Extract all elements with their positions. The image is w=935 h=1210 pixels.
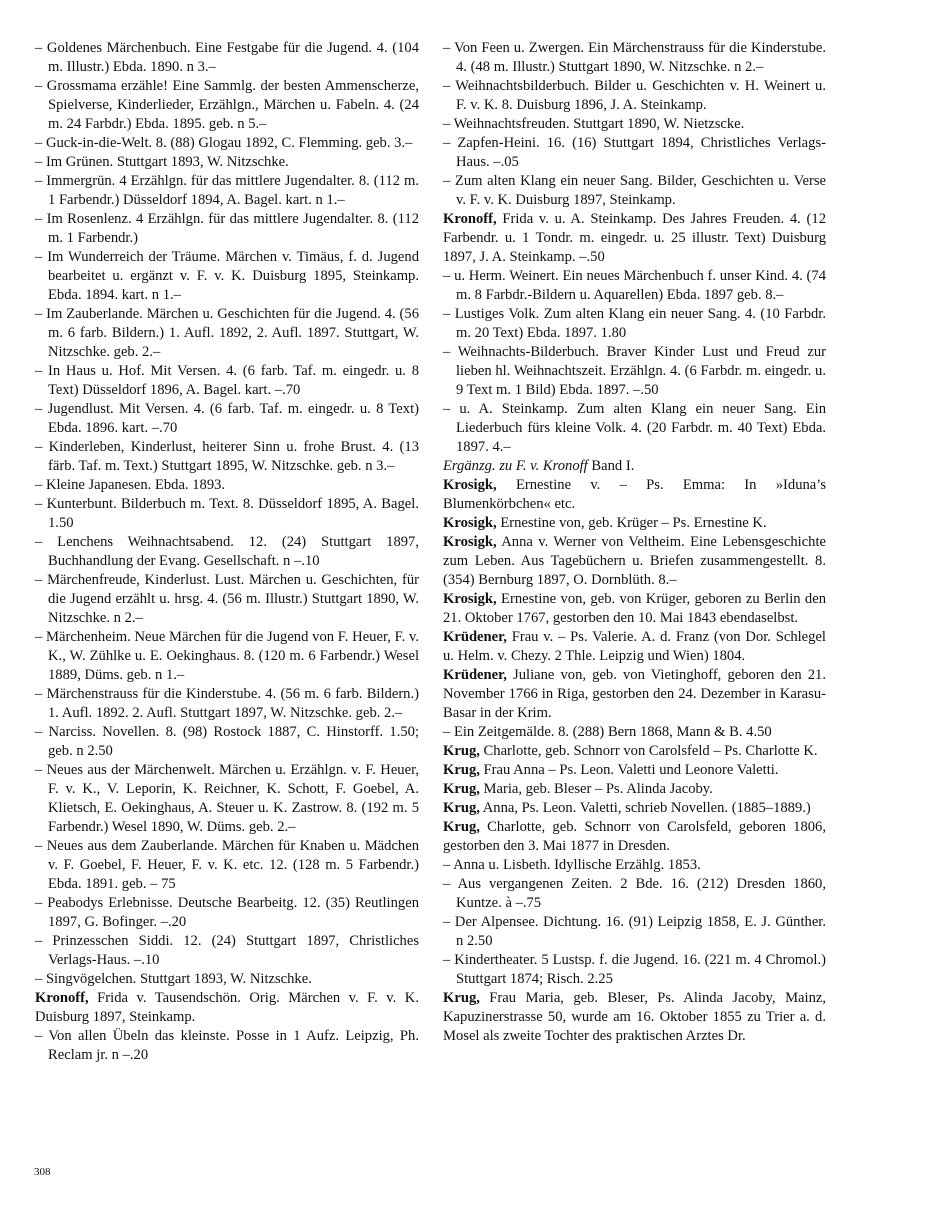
bibliography-entry (35, 723, 419, 761)
bibliography-entry (35, 932, 419, 970)
entry-text: – Grossmama erzähle! Eine Sammlg. der besten Ammenscherze, Spielverse, Kinderlieder, Erzählgn., Märchen u. Fabeln. 4. (24 m. 24 Farbdr.) Ebda. 1895. geb. n 5.– (35, 78, 419, 132)
author-name: Krosigk, (443, 534, 497, 550)
bibliography-entry (35, 533, 419, 571)
author-name: Krosigk, (443, 477, 497, 493)
author-entry (443, 818, 826, 856)
author-entry (443, 210, 826, 267)
bibliography-entry (35, 210, 419, 248)
entry-text: – Weihnachts-Bilderbuch. Braver Kinder Lust und Freud zur lieben hl. Weihnachtszeit. Erzählgn. 4. (6 Farbdr. m. eingedr. u. 9 Text m. 1 Bild) Ebda. 1897. –.50 (443, 344, 826, 398)
author-name: Krug, (443, 819, 480, 835)
bibliography-entry (35, 894, 419, 932)
entry-text: – Kleine Japanesen. Ebda. 1893. (35, 477, 226, 493)
entry-text: Ernestine v. – Ps. Emma: In »Iduna’s Blumenkörbchen« etc. (443, 477, 826, 512)
author-name: Krüdener, (443, 629, 507, 645)
author-entry (443, 666, 826, 723)
entry-text: – Jugendlust. Mit Versen. 4. (6 farb. Taf. m. eingedr. u. 8 Text) Ebda. 1896. kart. –.70 (35, 401, 419, 436)
entry-text: – Der Alpensee. Dichtung. 16. (91) Leipzig 1858, E. J. Günther. n 2.50 (443, 914, 826, 949)
author-name: Kronoff, (443, 211, 497, 227)
bibliography-entry (443, 856, 826, 875)
bibliography-entry (443, 77, 826, 115)
bibliography-entry (35, 248, 419, 305)
entry-text: – Kinderleben, Kinderlust, heiterer Sinn u. frohe Brust. 4. (13 färb. Taf. m. Text.) Stuttgart 1895, W. Nitzschke. geb. n 3.– (35, 439, 419, 474)
entry-text: – Aus vergangenen Zeiten. 2 Bde. 16. (212) Dresden 1860, Kuntze. à –.75 (443, 876, 826, 911)
entry-text: Ernestine von, geb. Krüger – Ps. Ernestine K. (496, 515, 767, 531)
entry-text: Anna, Ps. Leon. Valetti, schrieb Novellen. (1885–1889.) (479, 800, 811, 816)
entry-text: – Neues aus der Märchenwelt. Märchen u. Erzählgn. v. F. Heuer, F. v. K., V. Leporin, K. Reichner, K. Schott, F. Goebel, A. Klietsch, E. Oekinghaus, A. Steuer u. K. Zastrow. 8. (192 m. 5 Farbendr.) Wesel 1890, W. Düms. geb. 2.– (35, 762, 419, 835)
author-entry (443, 761, 826, 780)
entry-text: Band I. (587, 458, 635, 474)
left-column (35, 39, 419, 1065)
entry-text: – Anna u. Lisbeth. Idyllische Erzählg. 1853. (443, 857, 701, 873)
entry-text: Ernestine von, geb. von Krüger, geboren zu Berlin den 21. Oktober 1767, gestorben den 10. Mai 1843 ebendaselbst. (443, 591, 826, 626)
bibliography-entry (35, 628, 419, 685)
bibliography-entry (443, 267, 826, 305)
entry-text: Maria, geb. Bleser – Ps. Alinda Jacoby. (479, 781, 713, 797)
bibliography-entry (35, 153, 419, 172)
entry-text: – Von allen Übeln das kleinste. Posse in 1 Aufz. Leipzig, Ph. Reclam jr. n –.20 (35, 1028, 419, 1063)
bibliography-entry (35, 495, 419, 533)
entry-text: Frida v. u. A. Steinkamp. Des Jahres Freuden. 4. (12 Farbendr. u. 1 Tondr. m. eingedr. u. 25 illustr. Text) Duisburg 1897, J. A. Steinkamp. –.50 (443, 211, 826, 265)
entry-text: – Märchenfreude, Kinderlust. Lust. Märchen u. Geschichten, für die Jugend erzählt u. hrsg. 4. (56 m. Illustr.) Stuttgart 1890, W. Nitzschke. n 2.– (35, 572, 419, 626)
entry-text: – Guck-in-die-Welt. 8. (88) Glogau 1892, C. Flemming. geb. 3.– (35, 135, 413, 151)
author-entry (443, 533, 826, 590)
entry-text: – Kindertheater. 5 Lustsp. f. die Jugend. 16. (221 m. 4 Chromol.) Stuttgart 1874; Risch. 2.25 (443, 952, 826, 987)
bibliography-entry (443, 115, 826, 134)
bibliography-entry (35, 476, 419, 495)
entry-text: – Im Grünen. Stuttgart 1893, W. Nitzschke. (35, 154, 289, 170)
entry-text: – Neues aus dem Zauberlande. Märchen für Knaben u. Mädchen v. F. Goebel, F. Heuer, F. v. K. etc. 12. (128 m. 5 Farbendr.) Ebda. 1891. geb. – 75 (35, 838, 419, 892)
bibliography-entry (35, 134, 419, 153)
author-name: Kronoff, (35, 990, 89, 1006)
author-entry (35, 989, 419, 1027)
entry-text: Frida v. Tausendschön. Orig. Märchen v. F. v. K. Duisburg 1897, Steinkamp. (35, 990, 419, 1025)
entry-text: – u. Herm. Weinert. Ein neues Märchenbuch f. unser Kind. 4. (74 m. 8 Farbdr.-Bildern u. Aquarellen) Ebda. 1897 geb. 8.– (443, 268, 826, 303)
entry-text: – Lustiges Volk. Zum alten Klang ein neuer Sang. 4. (10 Farbdr. m. 20 Text) Ebda. 1897. 1.80 (443, 306, 826, 341)
author-entry (443, 989, 826, 1046)
bibliography-entry (35, 1027, 419, 1065)
bibliography-entry (35, 362, 419, 400)
bibliography-entry (443, 134, 826, 172)
bibliography-entry (35, 761, 419, 837)
entry-text: – Prinzesschen Siddi. 12. (24) Stuttgart 1897, Christliches Verlags-Haus. –.10 (35, 933, 419, 968)
bibliography-entry (35, 837, 419, 894)
bibliography-entry (35, 39, 419, 77)
bibliography-entry (443, 343, 826, 400)
entry-text: – Kunterbunt. Bilderbuch m. Text. 8. Düsseldorf 1895, A. Bagel. 1.50 (35, 496, 419, 531)
author-name: Krosigk, (443, 591, 497, 607)
right-column (443, 39, 826, 1046)
bibliography-entry (35, 438, 419, 476)
author-name: Krug, (443, 762, 480, 778)
supplement-reference: Ergänzg. zu F. v. Kronoff (443, 458, 588, 474)
page-number: 308 (34, 1166, 51, 1178)
entry-text: – Lenchens Weihnachtsabend. 12. (24) Stuttgart 1897, Buchhandlung der Evang. Gesellschaft. n –.10 (35, 534, 419, 569)
entry-text: – Märchenstrauss für die Kinderstube. 4. (56 m. 6 farb. Bildern.) 1. Aufl. 1892. 2. Aufl. Stuttgart 1897, W. Nitzschke. geb. 2.– (35, 686, 419, 721)
bibliography-entry (35, 685, 419, 723)
bibliography-entry (35, 571, 419, 628)
entry-text: – Narciss. Novellen. 8. (98) Rostock 1887, C. Hinstorff. 1.50; geb. n 2.50 (35, 724, 419, 759)
bibliography-entry (443, 913, 826, 951)
author-name: Krug, (443, 781, 480, 797)
author-entry (443, 476, 826, 514)
bibliography-entry (443, 723, 826, 742)
entry-text: Frau Maria, geb. Bleser, Ps. Alinda Jacoby, Mainz, Kapuzinerstrasse 50, wurde am 16. Oktober 1855 zu Trier a. d. Mosel als zweite Tochter des praktischen Arztes Dr. (443, 990, 826, 1044)
bibliography-entry (443, 400, 826, 457)
author-entry (443, 457, 826, 476)
author-name: Krug, (443, 743, 480, 759)
entry-text: Frau Anna – Ps. Leon. Valetti und Leonore Valetti. (479, 762, 779, 778)
entry-text: – u. A. Steinkamp. Zum alten Klang ein neuer Sang. Ein Liederbuch fürs kleine Volk. 4. (20 Farbdr. m. 40 Text) Ebda. 1897. 4.– (443, 401, 826, 455)
entry-text: – Immergrün. 4 Erzählgn. für das mittlere Jugendalter. 8. (112 m. 1 Farbendr.) Düsseldorf 1894, A. Bagel. kart. n 1.– (35, 173, 419, 208)
bibliography-entry (35, 172, 419, 210)
entry-text: – Märchenheim. Neue Märchen für die Jugend von F. Heuer, F. v. K., W. Zühlke u. E. Oekinghaus. 8. (120 m. 6 Farbendr.) Wesel 1889, Düms. geb. n 1.– (35, 629, 419, 683)
author-entry (443, 590, 826, 628)
author-name: Krosigk, (443, 515, 497, 531)
entry-text: – Ein Zeitgemälde. 8. (288) Bern 1868, Mann & B. 4.50 (443, 724, 772, 740)
entry-text: – Goldenes Märchenbuch. Eine Festgabe für die Jugend. 4. (104 m. Illustr.) Ebda. 1890. n 3.– (35, 40, 419, 75)
author-name: Krug, (443, 990, 480, 1006)
bibliography-entry (35, 970, 419, 989)
entry-text: Charlotte, geb. Schnorr von Carolsfeld – Ps. Charlotte K. (479, 743, 818, 759)
author-entry (443, 514, 826, 533)
entry-text: – Im Zauberlande. Märchen u. Geschichten für die Jugend. 4. (56 m. 6 farb. Bildern.) 1. Aufl. 1892, 2. Aufl. 1897. Stuttgart, W. Nitzschke. geb. 2.– (35, 306, 419, 360)
entry-text: – Singvögelchen. Stuttgart 1893, W. Nitzschke. (35, 971, 312, 987)
entry-text: Frau v. – Ps. Valerie. A. d. Franz (von Dor. Schlegel u. Helm. v. Chezy. 2 Thle. Leipzig und Wien) 1804. (443, 629, 826, 664)
entry-text: – Weihnachtsbilderbuch. Bilder u. Geschichten v. H. Weinert u. F. v. K. 8. Duisburg 1896, J. A. Steinkamp. (443, 78, 826, 113)
entry-text: – In Haus u. Hof. Mit Versen. 4. (6 farb. Taf. m. eingedr. u. 8 Text) Düsseldorf 1896, A. Bagel. kart. –.70 (35, 363, 419, 398)
entry-text: Charlotte, geb. Schnorr von Carolsfeld, geboren 1806, gestorben den 3. Mai 1877 in Dresden. (443, 819, 826, 854)
entry-text: – Im Wunderreich der Träume. Märchen v. Timäus, f. d. Jugend bearbeitet u. ergänzt v. F. v. K. Duisburg 1895, Steinkamp. Ebda. 1894. kart. n 1.– (35, 249, 419, 303)
bibliography-entry (443, 875, 826, 913)
author-entry (443, 799, 826, 818)
entry-text: – Zapfen-Heini. 16. (16) Stuttgart 1894, Christliches Verlags-Haus. –.05 (443, 135, 826, 170)
author-name: Krug, (443, 800, 480, 816)
entry-text: – Peabodys Erlebnisse. Deutsche Bearbeitg. 12. (35) Reutlingen 1897, G. Bofinger. –.20 (35, 895, 419, 930)
author-name: Krüdener, (443, 667, 507, 683)
bibliography-entry (443, 951, 826, 989)
bibliography-entry (443, 172, 826, 210)
entry-text: Juliane von, geb. von Vietinghoff, geboren den 21. November 1766 in Riga, gestorben den 24. Dezember in Karasu-Basar in der Krim. (443, 667, 826, 721)
bibliography-entry (443, 305, 826, 343)
bibliography-entry (35, 77, 419, 134)
bibliography-entry (35, 305, 419, 362)
author-entry (443, 628, 826, 666)
entry-text: – Im Rosenlenz. 4 Erzählgn. für das mittlere Jugendalter. 8. (112 m. 1 Farbendr.) (35, 211, 419, 246)
entry-text: – Zum alten Klang ein neuer Sang. Bilder, Geschichten u. Verse v. F. v. K. Duisburg 1897, Steinkamp. (443, 173, 826, 208)
entry-text: Anna v. Werner von Veltheim. Eine Lebensgeschichte zum Leben. Aus Tagebüchern u. Briefen zusammengestellt. 8. (354) Bernburg 1897, O. Dornblüth. 8.– (443, 534, 826, 588)
author-entry (443, 742, 826, 761)
bibliography-entry (443, 39, 826, 77)
author-entry (443, 780, 826, 799)
entry-text: – Weihnachtsfreuden. Stuttgart 1890, W. Nietzscke. (443, 116, 745, 132)
entry-text: – Von Feen u. Zwergen. Ein Märchenstrauss für die Kinderstube. 4. (48 m. Illustr.) Stuttgart 1890, W. Nitzschke. n 2.– (443, 40, 826, 75)
bibliography-entry (35, 400, 419, 438)
